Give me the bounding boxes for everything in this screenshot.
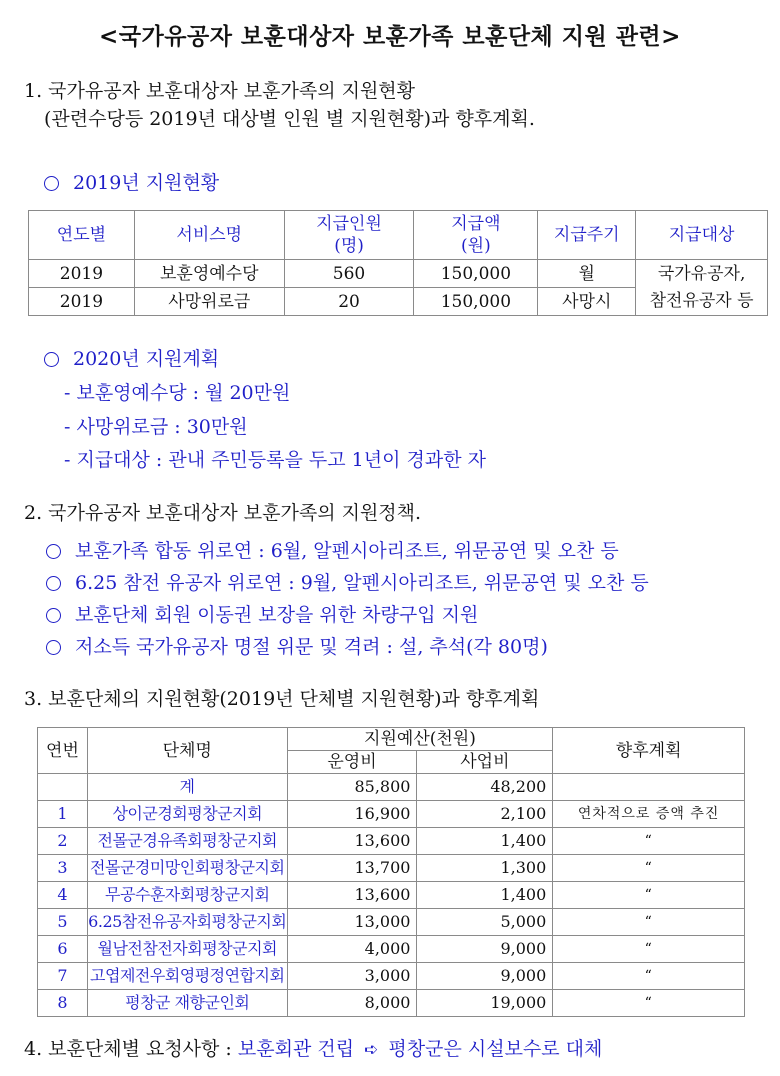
operating-cost: 3,000 <box>287 963 417 990</box>
total-row <box>38 774 745 801</box>
cell <box>553 774 745 801</box>
section2-heading: 2. 국가유공자 보훈대상자 보훈가족의 지원정책. <box>24 502 422 524</box>
col-header: 향후계획 <box>553 728 745 774</box>
status-label: 2019년 지원현황 <box>73 172 220 194</box>
table-row <box>38 990 745 1017</box>
organization-support-table <box>37 727 745 1017</box>
col-header: 지급대상 <box>636 211 768 260</box>
organization-name: 고엽제전우회영평정연합지회 <box>87 963 287 990</box>
table-header-row <box>29 211 768 260</box>
section4-label: 4. 보훈단체별 요청사항 : <box>24 1038 232 1060</box>
col-header: 지원예산(천원) <box>287 728 553 751</box>
cell: 150,000 <box>414 260 538 288</box>
project-cost: 1,300 <box>417 855 553 882</box>
section1-heading: 1. 국가유공자 보훈대상자 보훈가족의 지원현황 <box>24 80 416 102</box>
org-rows <box>38 801 745 1017</box>
table-row <box>38 936 745 963</box>
col-header: 서비스명 <box>134 211 284 260</box>
plan-item: - 보훈영예수당 : 월 20만원 <box>64 382 291 404</box>
section3-heading: 3. 보훈단체의 지원현황(2019년 단체별 지원현황)과 향후계획 <box>24 688 540 710</box>
plan-item: - 사망위로금 : 30만원 <box>64 416 248 438</box>
project-cost: 1,400 <box>417 882 553 909</box>
operating-cost: 8,000 <box>287 990 417 1017</box>
organization-name: 상이군경회평창군지회 <box>87 801 287 828</box>
plan-item: - 지급대상 : 관내 주민등록을 두고 1년이 경과한 자 <box>64 449 486 471</box>
policy-item-text: 보훈단체 회원 이동권 보장을 위한 차량구입 지원 <box>75 604 479 626</box>
future-plan: “ <box>553 855 745 882</box>
cell <box>38 774 88 801</box>
future-plan: “ <box>553 936 745 963</box>
col-header: 연도별 <box>29 211 135 260</box>
page-title: <국가유공자 보훈대상자 보훈가족 보훈단체 지원 관련> <box>99 23 681 50</box>
policy-item <box>46 570 649 596</box>
policy-item-text: 보훈가족 합동 위로연 : 6월, 알펜시아리조트, 위문공연 및 오찬 등 <box>75 540 619 562</box>
col-header: 지급액 (원) <box>414 211 538 260</box>
table-row <box>38 828 745 855</box>
operating-cost: 13,600 <box>287 882 417 909</box>
table-row <box>38 882 745 909</box>
circle-bullet-icon <box>46 640 61 655</box>
circle-bullet-icon <box>44 352 59 367</box>
cell: 2019 <box>29 288 135 316</box>
plan-label: 2020년 지원계획 <box>73 348 220 370</box>
table-row <box>38 801 745 828</box>
row-number: 8 <box>38 990 88 1017</box>
operating-cost: 13,600 <box>287 828 417 855</box>
cell: 사망시 <box>538 288 636 316</box>
cell: 계 <box>87 774 287 801</box>
table-row <box>38 909 745 936</box>
policy-item <box>46 634 548 660</box>
request-text: 보훈회관 건립 <box>237 1038 355 1060</box>
cell: 월 <box>538 260 636 288</box>
plan-label-line <box>44 346 219 372</box>
row-number: 7 <box>38 963 88 990</box>
table-row <box>38 963 745 990</box>
future-plan: “ <box>553 909 745 936</box>
future-plan: “ <box>553 990 745 1017</box>
project-cost: 5,000 <box>417 909 553 936</box>
status-label-line <box>44 170 219 196</box>
cell: 150,000 <box>414 288 538 316</box>
row-number: 1 <box>38 801 88 828</box>
organization-name: 전몰군경미망인회평창군지회 <box>87 855 287 882</box>
organization-name: 평창군 재향군인회 <box>87 990 287 1017</box>
future-plan: 연차적으로 증액 추진 <box>553 801 745 828</box>
project-cost: 1,400 <box>417 828 553 855</box>
organization-name: 무공수훈자회평창군지회 <box>87 882 287 909</box>
organization-name: 월남전참전자회평창군지회 <box>87 936 287 963</box>
table-header-row <box>38 728 745 751</box>
row-number: 2 <box>38 828 88 855</box>
operating-cost: 13,700 <box>287 855 417 882</box>
col-header: 지급인원 (명) <box>284 211 414 260</box>
section1-subheading: (관련수당등 2019년 대상별 인원 별 지원현황)과 향후계획. <box>44 108 535 130</box>
policy-item-text: 저소득 국가유공자 명절 위문 및 격려 : 설, 추석(각 80명) <box>75 636 548 658</box>
result-text: 평창군은 시설보수로 대체 <box>388 1038 603 1060</box>
organization-name: 6.25참전유공자회평창군지회 <box>87 909 287 936</box>
row-number: 5 <box>38 909 88 936</box>
project-cost: 2,100 <box>417 801 553 828</box>
policy-item <box>46 602 478 628</box>
project-cost: 9,000 <box>417 963 553 990</box>
circle-bullet-icon <box>44 176 59 191</box>
cell: 20 <box>284 288 414 316</box>
cell: 560 <box>284 260 414 288</box>
operating-cost: 4,000 <box>287 936 417 963</box>
policy-item-text: 6.25 참전 유공자 위로연 : 9월, 알펜시아리조트, 위문공연 및 오찬 등 <box>75 572 649 594</box>
project-cost: 19,000 <box>417 990 553 1017</box>
section4-line <box>24 1036 602 1063</box>
operating-cost: 16,900 <box>287 801 417 828</box>
organization-name: 전몰군경유족회평창군지회 <box>87 828 287 855</box>
col-header: 운영비 <box>287 751 417 774</box>
row-number: 6 <box>38 936 88 963</box>
future-plan: “ <box>553 882 745 909</box>
col-header: 지급주기 <box>538 211 636 260</box>
circle-bullet-icon <box>46 544 61 559</box>
cell: 2019 <box>29 260 135 288</box>
target-cell: 국가유공자, 참전유공자 등 <box>636 260 768 316</box>
policy-item <box>46 538 619 564</box>
table-row <box>29 260 768 288</box>
cell: 보훈영예수당 <box>134 260 284 288</box>
col-header: 단체명 <box>87 728 287 774</box>
support-status-table <box>28 210 768 316</box>
row-number: 3 <box>38 855 88 882</box>
project-cost: 9,000 <box>417 936 553 963</box>
circle-bullet-icon <box>46 576 61 591</box>
arrow-right-icon: ➪ <box>364 1040 379 1060</box>
future-plan: “ <box>553 963 745 990</box>
row-number: 4 <box>38 882 88 909</box>
col-header: 사업비 <box>417 751 553 774</box>
cell: 사망위로금 <box>134 288 284 316</box>
future-plan: “ <box>553 828 745 855</box>
cell: 48,200 <box>417 774 553 801</box>
cell: 85,800 <box>287 774 417 801</box>
circle-bullet-icon <box>46 608 61 623</box>
operating-cost: 13,000 <box>287 909 417 936</box>
col-header: 연번 <box>38 728 88 774</box>
table-row <box>38 855 745 882</box>
